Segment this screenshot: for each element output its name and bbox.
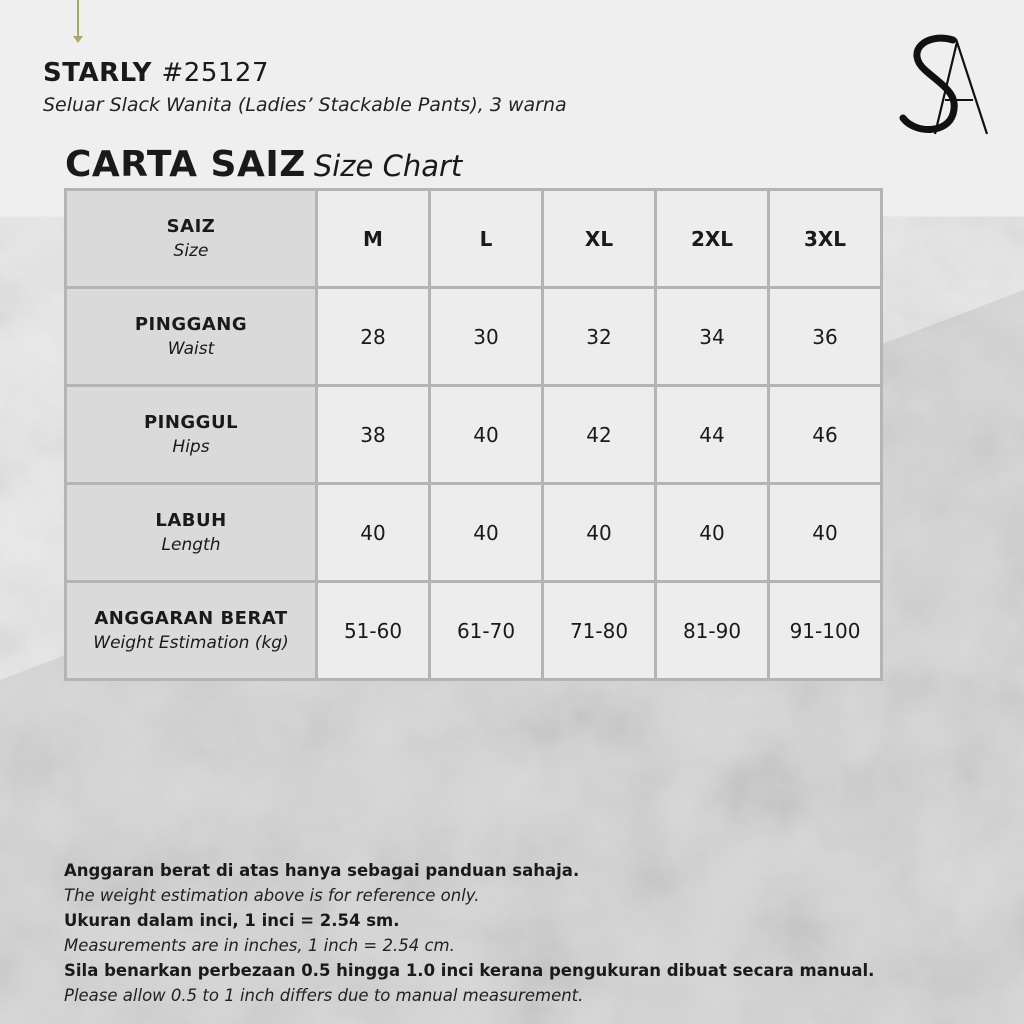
value-cell: 40 (543, 484, 656, 582)
value-cell: 42 (543, 386, 656, 484)
row-label-en: Hips (172, 437, 210, 457)
value-cell: 61-70 (430, 582, 543, 680)
row-label-en: Length (161, 535, 221, 555)
value-cell: 51-60 (317, 582, 430, 680)
row-header-weight (66, 582, 317, 680)
note-line: Anggaran berat di atas hanya sebagai panduan sahaja. (64, 861, 580, 880)
table-row-hips (66, 386, 882, 484)
value-cell: 71-80 (543, 582, 656, 680)
row-label: SAIZ (166, 216, 216, 237)
row-header-waist (66, 288, 317, 386)
product-subtitle: Seluar Slack Wanita (Ladies’ Stackable Pants), 3 warna (43, 94, 567, 116)
table-header-row (66, 190, 882, 288)
footnotes (64, 858, 874, 1008)
value-cell: 28 (317, 288, 430, 386)
chart-title-sub: Size Chart (313, 149, 463, 183)
value-cell: 38 (317, 386, 430, 484)
header-cell-size (66, 190, 317, 288)
value-cell: 44 (656, 386, 769, 484)
note-line: Please allow 0.5 to 1 inch differs due to manual measurement. (64, 986, 584, 1005)
value-cell: 40 (317, 484, 430, 582)
value-cell: 36 (769, 288, 882, 386)
row-label-en: Weight Estimation (kg) (93, 633, 289, 653)
value-cell: 40 (656, 484, 769, 582)
table-row-weight (66, 582, 882, 680)
note-line: Measurements are in inches, 1 inch = 2.54 cm. (64, 936, 455, 955)
sa-logo (895, 34, 995, 138)
row-label: PINGGUL (143, 412, 239, 433)
size-cell: XL (543, 190, 656, 288)
row-label: PINGGANG (134, 314, 248, 335)
size-cell: 3XL (769, 190, 882, 288)
size-cell: L (430, 190, 543, 288)
value-cell: 91-100 (769, 582, 882, 680)
product-code: #25127 (161, 58, 269, 88)
chart-title (65, 144, 462, 185)
product-brand (43, 58, 269, 88)
value-cell: 40 (769, 484, 882, 582)
row-label: ANGGARAN BERAT (94, 608, 288, 629)
accent-arrow-icon (73, 36, 83, 43)
size-table (64, 188, 883, 681)
value-cell: 32 (543, 288, 656, 386)
chart-title-main: CARTA SAIZ (65, 144, 306, 185)
value-cell: 40 (430, 386, 543, 484)
brand-name: STARLY (43, 58, 152, 88)
note-line: Ukuran dalam inci, 1 inci = 2.54 sm. (64, 911, 400, 930)
value-cell: 46 (769, 386, 882, 484)
table-row-length (66, 484, 882, 582)
row-label-en: Size (173, 241, 209, 261)
value-cell: 40 (430, 484, 543, 582)
value-cell: 34 (656, 288, 769, 386)
size-cell: 2XL (656, 190, 769, 288)
accent-line (77, 0, 79, 38)
value-cell: 30 (430, 288, 543, 386)
row-header-hips (66, 386, 317, 484)
value-cell: 81-90 (656, 582, 769, 680)
note-line: Sila benarkan perbezaan 0.5 hingga 1.0 inci kerana pengukuran dibuat secara manual. (64, 961, 875, 980)
row-label-en: Waist (167, 339, 215, 359)
note-line: The weight estimation above is for reference only. (64, 886, 480, 905)
size-cell: M (317, 190, 430, 288)
table-row-waist (66, 288, 882, 386)
row-label: LABUH (155, 510, 227, 531)
row-header-length (66, 484, 317, 582)
